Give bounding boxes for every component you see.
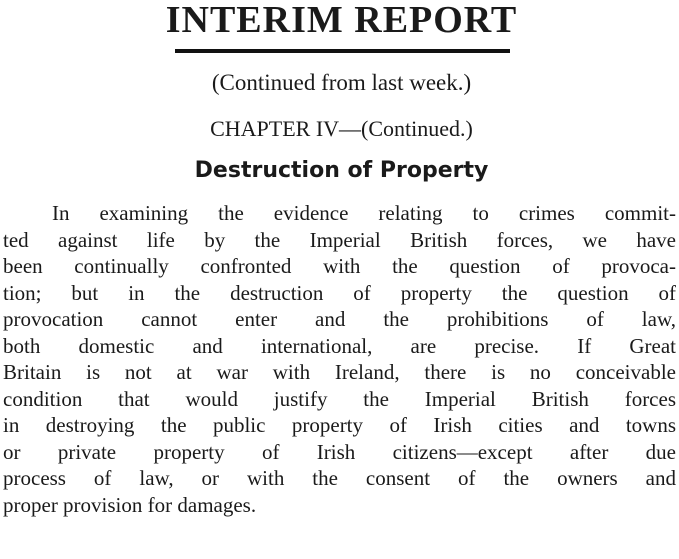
body-line: or private property of Irish citizens—except after due — [3, 439, 676, 464]
body-line: in destroying the public property of Irish cities and towns — [3, 413, 676, 437]
body-line: been continually confronted with the question of provoca- — [3, 254, 676, 278]
section-title: Destruction of Property — [194, 158, 489, 183]
body-line: In examining the evidence relating to crimes commit- — [52, 201, 676, 225]
body-paragraph — [0, 200, 679, 518]
body-line: proper provision for damages. — [3, 492, 257, 517]
body-line: Britain is not at war with Ireland, there is no conceivable — [3, 360, 676, 384]
body-line: tion; but in the destruction of property the question of — [3, 280, 676, 305]
body-line: ted against life by the Imperial British forces, we have — [3, 227, 676, 252]
report-title: INTERIM REPORT — [165, 0, 518, 41]
continued-note: (Continued from last week.) — [211, 70, 472, 95]
body-line: process of law, or with the consent of the owners and — [3, 466, 676, 490]
body-line: both domestic and international, are precise. If Great — [3, 333, 676, 358]
chapter-heading: CHAPTER IV—(Continued.) — [210, 116, 473, 141]
title-underline — [175, 49, 510, 53]
body-line: provocation cannot enter and the prohibitions of law, — [3, 307, 676, 331]
body-line: condition that would justify the Imperial British forces — [3, 386, 676, 411]
